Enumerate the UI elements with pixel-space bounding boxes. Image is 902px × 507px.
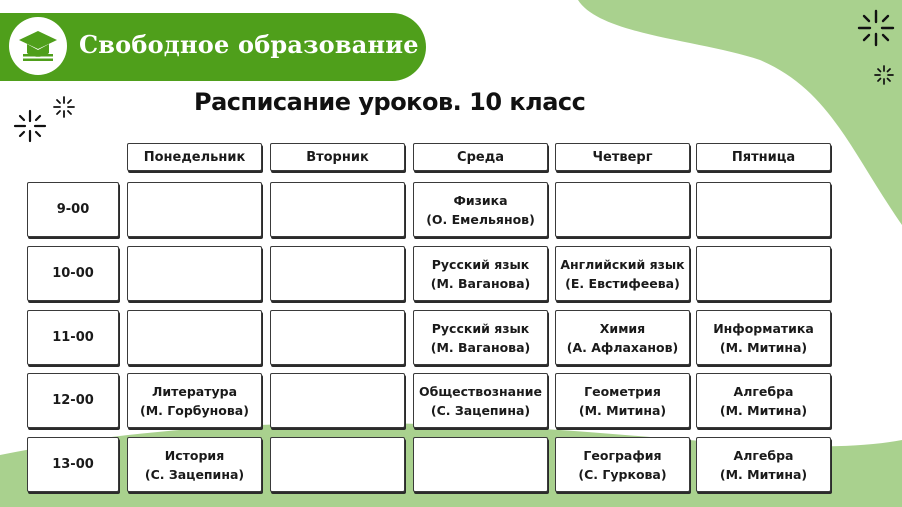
lesson-subject: История xyxy=(164,447,225,463)
lesson-teacher: (С. Зацепина) xyxy=(144,466,245,482)
lesson-teacher: (А. Афлаханов) xyxy=(566,339,679,355)
lesson-cell xyxy=(270,246,405,301)
time-slot: 10-00 xyxy=(27,246,119,301)
day-header: Среда xyxy=(413,143,548,171)
lesson-cell xyxy=(270,437,405,492)
lesson-subject: Русский язык xyxy=(431,256,530,272)
page-title: Расписание уроков. 10 класс xyxy=(194,88,586,116)
lesson-cell xyxy=(413,182,548,237)
lesson-cell xyxy=(270,182,405,237)
time-slot: 11-00 xyxy=(27,310,119,365)
lesson-teacher: (М. Ваганова) xyxy=(430,275,531,291)
lesson-cell xyxy=(127,310,262,365)
sparkle-icon xyxy=(52,95,76,119)
lesson-cell xyxy=(270,310,405,365)
lesson-subject: Литература xyxy=(151,383,238,399)
lesson-subject: Обществознание xyxy=(418,383,542,399)
lesson-cell xyxy=(555,437,690,492)
graduation-cap-icon xyxy=(18,27,58,65)
sparkle-icon xyxy=(873,64,895,86)
lesson-teacher: (О. Емельянов) xyxy=(426,211,535,227)
lesson-cell xyxy=(696,246,831,301)
lesson-cell xyxy=(413,310,548,365)
lesson-cell xyxy=(127,246,262,301)
lesson-subject: Химия xyxy=(599,320,646,336)
lesson-subject: Физика xyxy=(453,192,508,208)
lesson-cell xyxy=(270,373,405,428)
lesson-subject: Русский язык xyxy=(431,320,530,336)
lesson-cell xyxy=(127,437,262,492)
lesson-cell xyxy=(413,373,548,428)
lesson-teacher: (М. Ваганова) xyxy=(430,339,531,355)
lesson-subject: Геометрия xyxy=(584,383,661,399)
lesson-teacher: (М. Митина) xyxy=(719,339,808,355)
lesson-teacher: (С. Зацепина) xyxy=(430,402,531,418)
time-slot: 9-00 xyxy=(27,182,119,237)
lesson-cell xyxy=(127,182,262,237)
lesson-cell xyxy=(696,182,831,237)
lesson-subject: Алгебра xyxy=(733,447,794,463)
lesson-cell xyxy=(555,373,690,428)
day-header: Пятница xyxy=(696,143,831,171)
lesson-cell xyxy=(696,373,831,428)
sparkle-icon xyxy=(856,8,896,48)
brand-name: Свободное образование xyxy=(79,30,419,59)
day-header: Четверг xyxy=(555,143,690,171)
lesson-teacher: (С. Гуркова) xyxy=(578,466,667,482)
lesson-cell xyxy=(555,310,690,365)
time-slot: 13-00 xyxy=(27,437,119,492)
lesson-subject: География xyxy=(583,447,662,463)
lesson-cell xyxy=(555,182,690,237)
lesson-cell xyxy=(413,437,548,492)
lesson-teacher: (М. Митина) xyxy=(719,402,808,418)
lesson-cell xyxy=(696,437,831,492)
lesson-cell xyxy=(127,373,262,428)
day-header: Вторник xyxy=(270,143,405,171)
time-slot: 12-00 xyxy=(27,373,119,428)
lesson-teacher: (Е. Евстифеева) xyxy=(565,275,680,291)
lesson-cell xyxy=(696,310,831,365)
logo xyxy=(9,17,67,75)
day-header: Понедельник xyxy=(127,143,262,171)
lesson-subject: Английский язык xyxy=(560,256,685,272)
lesson-cell xyxy=(555,246,690,301)
lesson-subject: Информатика xyxy=(713,320,814,336)
lesson-teacher: (М. Митина) xyxy=(578,402,667,418)
lesson-subject: Алгебра xyxy=(733,383,794,399)
sparkle-icon xyxy=(12,108,48,144)
lesson-teacher: (М. Митина) xyxy=(719,466,808,482)
lesson-cell xyxy=(413,246,548,301)
lesson-teacher: (М. Горбунова) xyxy=(140,402,249,418)
